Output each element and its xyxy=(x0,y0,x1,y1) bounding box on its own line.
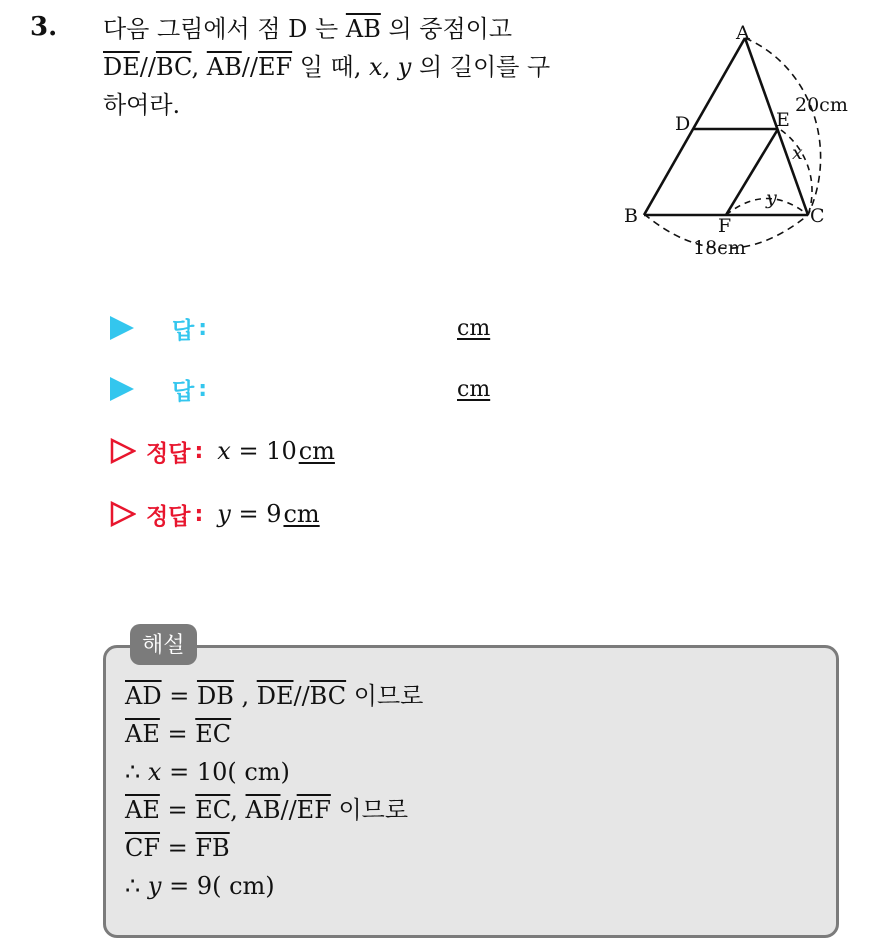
separator: , xyxy=(230,796,246,824)
length-ac: 20cm xyxy=(795,94,848,116)
segment-de: $\overline{DE}$ xyxy=(256,682,294,710)
question-text-part: 다음 그림에서 점 D 는 xyxy=(103,15,346,43)
parallel-symbol: // xyxy=(241,53,258,81)
solution-line-1 xyxy=(125,677,423,715)
segment-db: $\overline{DB}$ xyxy=(196,682,234,710)
question-text-part: 의 중점이고 xyxy=(380,15,513,43)
segment-ab: $\overline{AB}$ xyxy=(345,15,381,43)
equals: = xyxy=(160,834,196,862)
segment-ab: $\overline{AB}$ xyxy=(206,53,242,81)
colon: : xyxy=(198,376,208,402)
value-text: = 10 xyxy=(238,437,297,465)
equals: = xyxy=(159,720,196,748)
label-c: C xyxy=(810,205,825,227)
unit-text: cm xyxy=(298,437,335,465)
solution-line-4 xyxy=(125,791,423,829)
question-line-2 xyxy=(103,48,603,86)
segment-ef: $\overline{EF}$ xyxy=(257,53,293,81)
label-f: F xyxy=(718,215,732,237)
segment-bc: $\overline{BC}$ xyxy=(155,53,192,81)
side-ab xyxy=(644,38,745,215)
segment-ae: $\overline{AE}$ xyxy=(125,796,160,824)
segment-cf: $\overline{CF}$ xyxy=(125,834,161,862)
solution-line-6 xyxy=(125,867,423,905)
parallel-symbol: // xyxy=(139,53,156,81)
parallel-symbol: // xyxy=(293,682,310,710)
segment-de: $\overline{DE}$ xyxy=(103,53,140,81)
therefore-symbol: ∴ xyxy=(125,872,148,900)
answer-label: 답 xyxy=(172,378,195,405)
triangle-figure xyxy=(614,22,864,262)
label-d: D xyxy=(675,113,691,135)
parallel-symbol: // xyxy=(280,796,297,824)
label-e: E xyxy=(776,109,790,131)
text-part: 이므로 xyxy=(346,682,424,710)
answer-row-1 xyxy=(110,308,491,348)
equals: = xyxy=(159,796,196,824)
question-text-part: , xyxy=(191,53,207,81)
correct-answer-row-2 xyxy=(110,494,320,534)
colon: : xyxy=(194,438,204,464)
triangle-diagram xyxy=(614,22,864,262)
question-text-part: 일 때, xyxy=(292,53,369,81)
label-a: A xyxy=(736,22,750,44)
segment-ef: $\overline{EF}$ xyxy=(296,796,331,824)
segment-ad: $\overline{AD}$ xyxy=(125,682,162,710)
play-triangle-icon xyxy=(110,316,134,340)
solution-line-2 xyxy=(125,715,423,753)
answer-unit: cm xyxy=(457,315,491,341)
separator: , xyxy=(233,682,257,710)
question-line-1 xyxy=(103,10,603,48)
question-number: 3. xyxy=(30,12,58,42)
solution-tag: 해설 xyxy=(130,624,197,665)
variables-xy: x, y xyxy=(369,53,412,81)
equals: = xyxy=(161,682,197,710)
value-text: = 9 xyxy=(238,500,282,528)
variable-y: y xyxy=(217,500,231,528)
colon: : xyxy=(198,315,208,341)
answer-label: 답 xyxy=(172,317,195,344)
label-y: y xyxy=(766,187,777,209)
variable-x: x xyxy=(147,758,162,786)
segment-fb: $\overline{FB}$ xyxy=(195,834,230,862)
text-part: = 10( cm) xyxy=(161,758,290,786)
therefore-symbol: ∴ xyxy=(125,758,148,786)
correct-answer-label: 정답 xyxy=(146,440,191,467)
variable-x: x xyxy=(217,437,231,465)
outline-triangle-icon xyxy=(110,501,136,527)
text-part: = 9( cm) xyxy=(161,872,275,900)
correct-answer-value xyxy=(217,500,319,528)
question-text xyxy=(103,10,603,124)
correct-answer-row-1 xyxy=(110,431,335,471)
colon: : xyxy=(194,501,204,527)
segment-ec: $\overline{EC}$ xyxy=(195,720,232,748)
answer-row-2 xyxy=(110,369,491,409)
segment-bc: $\overline{BC}$ xyxy=(309,682,347,710)
correct-answer-label: 정답 xyxy=(146,503,191,530)
label-x: x xyxy=(792,142,803,164)
outline-triangle-icon xyxy=(110,438,136,464)
answer-unit: cm xyxy=(457,376,491,402)
text-part: 이므로 xyxy=(330,796,409,824)
unit-text: cm xyxy=(283,500,320,528)
question-text-part: 의 길이를 구 xyxy=(411,53,551,81)
question-line-3: 하여라. xyxy=(103,91,181,119)
solution-lines xyxy=(125,677,423,905)
length-bc: 18cm xyxy=(693,237,746,259)
label-b: B xyxy=(624,205,638,227)
variable-y: y xyxy=(147,872,162,900)
solution-line-3 xyxy=(125,753,423,791)
segment-ec: $\overline{EC}$ xyxy=(195,796,231,824)
correct-answer-value xyxy=(217,437,335,465)
play-triangle-icon xyxy=(110,377,134,401)
solution-line-5 xyxy=(125,829,423,867)
segment-ab: $\overline{AB}$ xyxy=(245,796,281,824)
segment-ae: $\overline{AE}$ xyxy=(125,720,160,748)
